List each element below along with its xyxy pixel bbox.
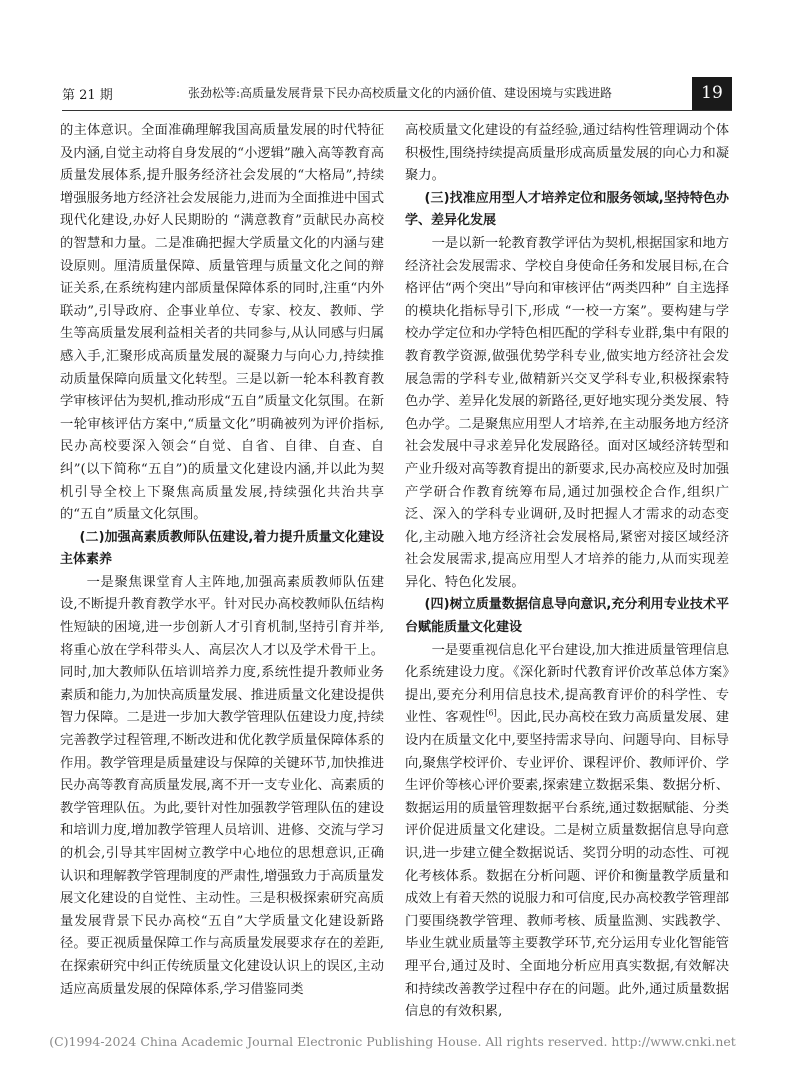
right-column [405, 120, 729, 1024]
page-header [0, 0, 785, 112]
paragraph: 一是以新一轮教育教学评估为契机,根据国家和地方经济社会发展需求、学校自身使命任务和发展目标,在合格评估“两个突出”导向和审核评估“两类四种” 自主选择的模块化指标导引下,形成 “一校一方案”。要构建与学校办学定位和办学特色相匹配的学科专业群,集中有限的教育教学资源,做强优势学科专业,做实地方经济社会发展急需的学科专业,做精新兴交叉学科专业,积极探索特色办学、差异化发展的新路径,更好地实现分类发展、特色办学。二是聚焦应用型人才培养,在主动服务地方经济社会发展中寻求差异化发展路径。面对区域经济转型和产业升级对高等教育提出的新要求,民办高校应及时加强产学研合作教育统筹布局,通过加强校企合作,组织广泛、深入的学科专业调研,及时把握人才需求的动态变化,主动融入地方经济社会发展格局,紧密对接区域经济社会发展需求,提高应用型人才培养的能力,从而实现差异化、特色化发展。 [405, 235, 729, 590]
left-column [60, 120, 384, 1001]
section-heading: (四)树立质量数据信息导向意识,充分利用专业技术平台赋能质量文化建设 [405, 597, 729, 636]
citation-ref[interactable]: [6] [485, 709, 497, 719]
paragraph-text: 一是要重视信息化平台建设,加大推进质量管理信息化系统建设力度。《深化新时代教育评价改革总体方案》提出,要充分利用信息技术,提高教育评价的科学性、专业性、客观性 [405, 642, 729, 726]
page-number: 19 [692, 77, 732, 110]
copyright-footer: (C)1994-2024 China Academic Journal Electronic Publishing House. All rights reserved. http://www.cnki.net [49, 1034, 736, 1049]
paragraph: 一是聚焦课堂育人主阵地,加强高素质教师队伍建设,不断提升教育教学水平。针对民办高校教师队伍结构性短缺的困境,进一步创新人才引育机制,坚持引育并举,将重心放在学科带头人、高层次人才以及学术骨干上。同时,加大教师队伍培训培养力度,系统性提升教师业务素质和能力,为加快高质量发展、推进质量文化建设提供智力保障。二是进一步加大教学管理队伍建设力度,持续完善教学过程管理,不断改进和优化教学质量保障体系的作用。教学管理是质量建设与保障的关键环节,加快推进民办高等教育高质量发展,离不开一支专业化、高素质的教学管理队伍。为此,要针对性加强教学管理队伍的建设和培训力度,增加教学管理人员培训、进修、交流与学习的机会,引导其牢固树立教学中心地位的思想意识,正确认识和理解教学管理制度的严肃性,增强致力于高质量发展文化建设的自觉性、主动性。三是积极探索研究高质量发展背景下民办高校“五自”大学质量文化建设新路径。要正视质量保障工作与高质量发展要求存在的差距,在探索研究中纠正传统质量文化建设认识上的误区,主动适应高质量发展的保障体系,学习借鉴同类 [60, 574, 384, 997]
section-heading: (二)加强高素质教师队伍建设,着力提升质量文化建设主体素养 [60, 529, 384, 568]
issue-label: 第 21 期 [62, 88, 113, 103]
paragraph: 的主体意识。全面准确理解我国高质量发展的时代特征及内涵,自觉主动将自身发展的“小逻辑”融入高等教育高质量发展体系,提升服务经济社会发展的“大格局”,持续增强服务地方经济社会发展能力,进而为全面推进中国式现代化建设,办好人民期盼的 “满意教育”贡献民办高校的智慧和力量。二是准确把握大学质量文化的内涵与建设原则。厘清质量保障、质量管理与质量文化之间的辩证关系,在系统构建内部质量保障体系的同时,注重“内外联动”,引导政府、企事业单位、专家、校友、教师、学生等高质量发展利益相关者的共同参与,从认同感与归属感入手,汇聚形成高质量发展的凝聚力与向心力,持续推动质量保障向质量文化转型。三是以新一轮本科教育教学审核评估为契机,推动形成“五自”质量文化氛围。在新一轮审核评估方案中,“质量文化”明确被列为评价指标,民办高校要深入领会“自觉、自省、自律、自查、自纠”(以下简称“五自”)的质量文化建设内涵,并以此为契机引导全校上下聚焦高质量发展,持续强化共治共享的“五自”质量文化氛围。 [60, 123, 384, 523]
paragraph [405, 640, 729, 1024]
paragraph-text: 。因此,民办高校在致力高质量发展、建设内在质量文化中,要坚持需求导向、问题导向、目标导向,聚焦学校评价、专业评价、课程评价、教师评价、学生评价等核心评价要素,探索建立数据采集、数据分析、数据运用的质量管理数据平台系统,通过数据赋能、分类评价促进质量文化建设。二是树立质量数据信息导向意识,进一步建立健全数据说话、奖罚分明的动态性、可视化考核体系。数据在分析问题、评价和衡量教学质量和成效上有着天然的说服力和可信度,民办高校教学管理部门要围绕教学管理、教师考核、质量监测、实践教学、毕业生就业质量等主要教学环节,充分运用专业化智能管理平台,通过及时、全面地分析应用真实数据,有效解决和持续改善教学过程中存在的问题。此外,通过质量数据信息的有效积累, [405, 710, 729, 1020]
running-title: 张劲松等:高质量发展背景下民办高校质量文化的内涵价值、建设困境与实践进路 [188, 86, 613, 100]
section-heading: (三)找准应用型人才培养定位和服务领域,坚持特色办学、差异化发展 [405, 190, 729, 229]
paragraph: 高校质量文化建设的有益经验,通过结构性管理调动个体积极性,围绕持续提高质量形成高质量发展的向心力和凝聚力。 [405, 123, 729, 184]
header-divider [62, 110, 732, 111]
